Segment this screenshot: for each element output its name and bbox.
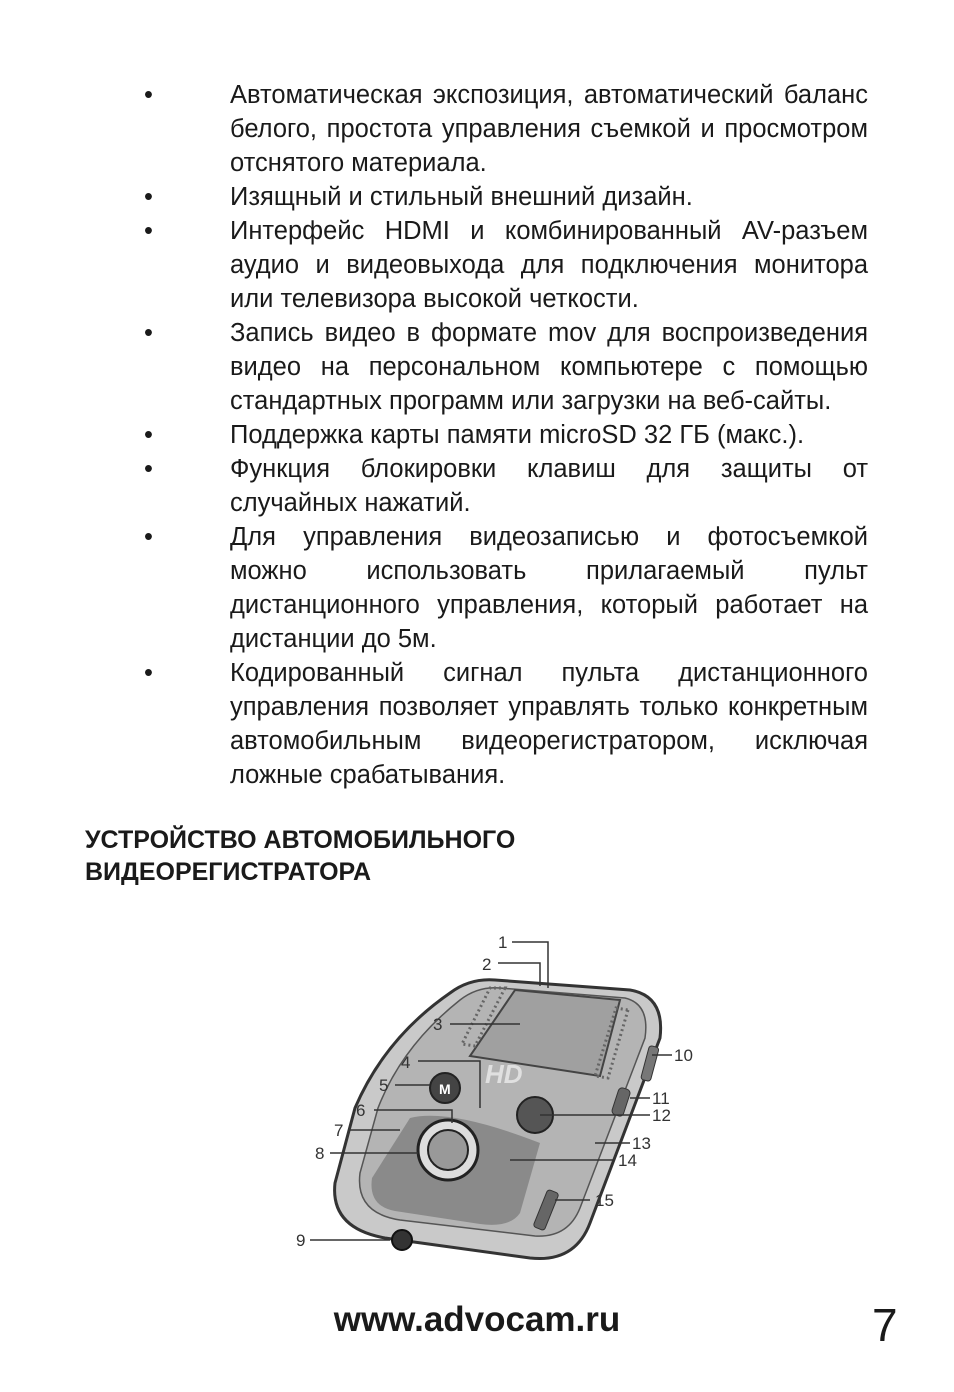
callout-10: 10 <box>674 1046 693 1065</box>
callout-5: 5 <box>379 1076 389 1095</box>
callout-15: 15 <box>595 1191 614 1210</box>
hd-logo: HD <box>485 1059 523 1089</box>
feature-list <box>140 78 868 792</box>
list-item: • Автоматическая экспозиция, автоматический баланс белого, простота управления съемкой и просмотром отснятого материала. <box>144 81 868 177</box>
section-heading: УСТРОЙСТВО АВТОМОБИЛЬНОГО ВИДЕОРЕГИСТРАТОРА <box>85 826 516 886</box>
callout-2: 2 <box>482 955 492 974</box>
device-diagram <box>290 928 710 1278</box>
callout-8: 8 <box>315 1144 325 1163</box>
callout-1: 1 <box>498 933 508 952</box>
list-item: • Интерфейс HDMI и комбинированный AV-разъем аудио и видеовыхода для подключения монитора или телевизора высокой четкости. <box>144 217 868 313</box>
callout-7: 7 <box>334 1121 344 1140</box>
list-item: • Изящный и стильный внешний дизайн. <box>144 183 693 211</box>
callout-3: 3 <box>433 1015 443 1034</box>
website-url: www.advocam.ru <box>333 1300 621 1339</box>
callout-11: 11 <box>652 1089 670 1108</box>
callout-9: 9 <box>296 1231 306 1250</box>
callout-14: 14 <box>618 1151 637 1170</box>
record-button-inner[interactable] <box>428 1130 468 1170</box>
list-item: • Функция блокировки клавиш для защиты от случайных нажатий. <box>144 455 868 517</box>
m-button-label: M <box>439 1081 451 1097</box>
callout-13: 13 <box>632 1134 651 1153</box>
callout-4: 4 <box>401 1053 411 1072</box>
list-item: • Поддержка карты памяти microSD 32 ГБ (макс.). <box>144 421 805 449</box>
power-jack <box>392 1230 412 1250</box>
page-number: 7 <box>872 1299 898 1351</box>
callout-12: 12 <box>652 1106 671 1125</box>
list-item: • Запись видео в формате mov для воспроизведения видео на персональном компьютере с помощью стандартных программ или загрузки на веб-сайты. <box>144 319 868 415</box>
list-item: • Для управления видеозаписью и фотосъемкой можно использовать прилагаемый пульт дистанционного управления, который работает на дистанции до 5м. <box>144 523 868 653</box>
callout-6: 6 <box>356 1101 366 1120</box>
list-item: • Кодированный сигнал пульта дистанционного управления позволяет управлять только конкретным автомобильным видеорегистратором, исключая ложные срабатывания. <box>144 659 868 789</box>
